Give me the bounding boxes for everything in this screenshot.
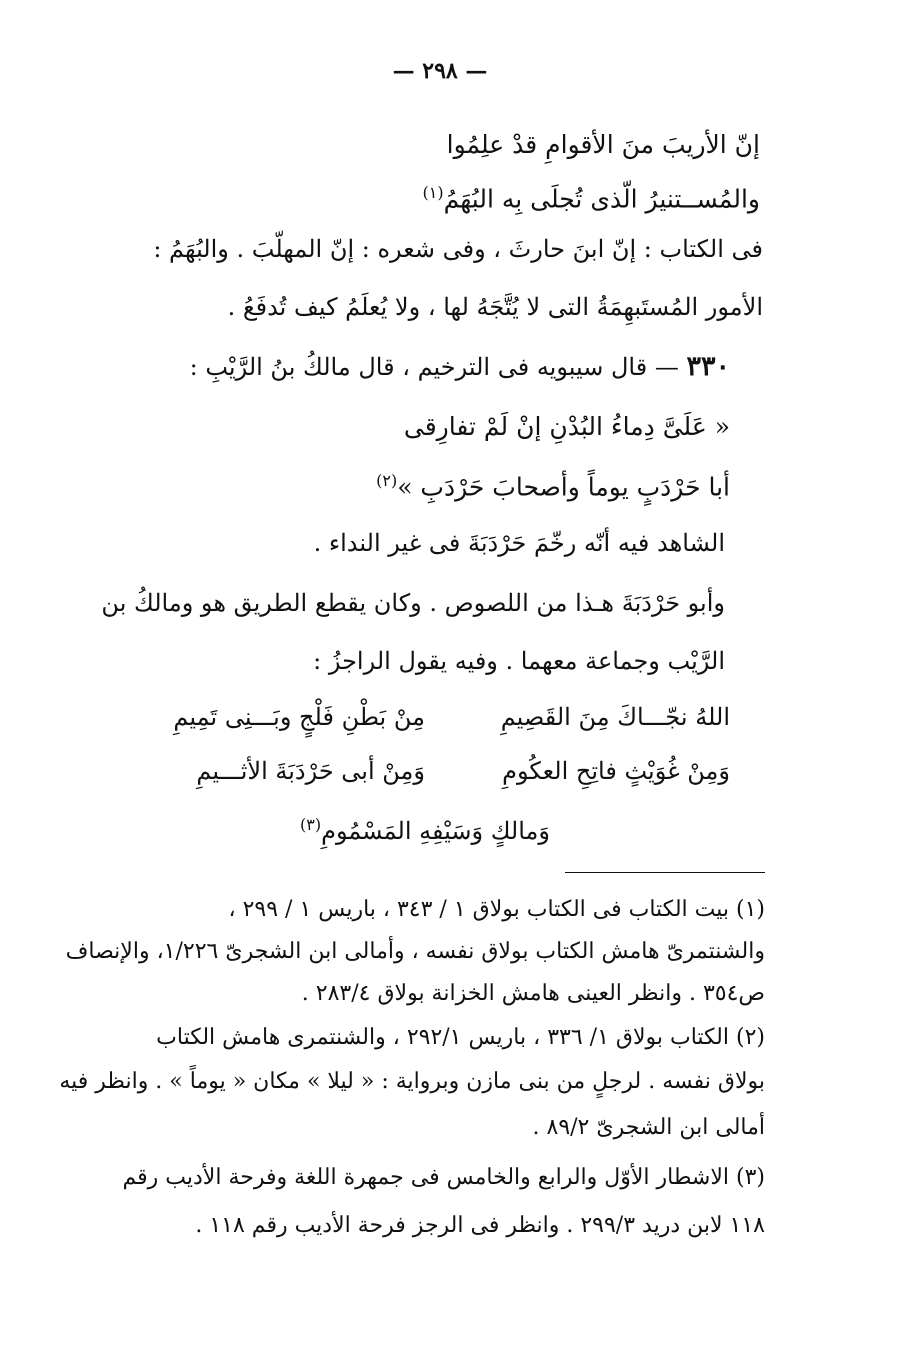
poem1-hemistich-1: إنّ الأريبَ منَ الأقوامِ قدْ علِمُوا	[446, 130, 760, 159]
commentary1-line-2: الأمور المُستَبهِمَةُ التى لا يُتَّجَهُ لها ، ولا يُعلَمُ كيف تُدفَعُ .	[227, 293, 763, 321]
commentary2-line-2: وأبو حَرْدَبَةَ هـذا من اللصوص . وكان يقطع الطريق هو ومالكُ بن	[101, 589, 725, 617]
rajaz-hemistich-5: وَمالكٍ وَسَيْفِهِ المَسْمُومِ	[321, 817, 550, 845]
entry-330-verse-2-wrap	[376, 464, 730, 504]
footnote-ref-1: (١)	[422, 183, 444, 202]
entry-number: ٣٣٠	[686, 351, 730, 382]
footnote-2-line-3: أمالى ابن الشجرىّ ٨٩/٢ .	[532, 1115, 765, 1140]
poem1-hemistich-2-wrap	[423, 176, 760, 216]
entry-330-intro: — قال سيبويه فى الترخيم ، قال مالكُ بنُ الرَّيْبِ :	[189, 353, 679, 381]
entry-330-intro-wrap	[190, 350, 730, 384]
rajaz-hemistich-5-wrap	[300, 808, 550, 848]
commentary2-line-1: الشاهد فيه أنّه رخّمَ حَرْدَبَةَ فى غير النداء .	[313, 529, 725, 557]
footnote-3-line-2: ١١٨ لابن دريد ٢٩٩/٣ . وانظر فى الرجز فرحة الأديب رقم ١١٨ .	[195, 1213, 765, 1238]
rajaz-hemistich-3: وَمِنْ غُوَيْثٍ فاتِحِ العكُومِ	[502, 757, 730, 785]
footnote-3-line-1: (٣) الاشطار الأوّل والرابع والخامس فى جمهرة اللغة وفرحة الأديب رقم	[122, 1165, 765, 1190]
rajaz-hemistich-4: وَمِنْ أبى حَرْدَبَةَ الأثـــيمِ	[196, 757, 425, 785]
footnote-ref-2: (٢)	[376, 471, 398, 490]
footnote-ref-3: (٣)	[300, 815, 322, 834]
footnote-separator	[565, 872, 765, 873]
footnote-1-line-3: ص٣٥٤ . وانظر العينى هامش الخزانة بولاق ٢٨٣/٤ .	[301, 981, 765, 1006]
page-number: — ٢٩٨ —	[392, 58, 488, 84]
rajaz-hemistich-1: اللهُ نجّـــاكَ مِنَ القَصِيمِ	[500, 703, 730, 731]
footnote-2-line-1: (٢) الكتاب بولاق ١/ ٣٣٦ ، باريس ٢٩٢/١ ، والشنتمرى هامش الكتاب	[156, 1025, 765, 1050]
entry-330-verse-1: « عَلَىَّ دِماءُ البُدْنِ إنْ لَمْ تفارِقى	[403, 412, 730, 441]
poem1-hemistich-2: والمُســتنيرُ الّذى تُجلَى بِه البُهَمُ	[443, 184, 760, 214]
commentary1-line-1: فى الكتاب : إنّ ابنَ حارثَ ، وفى شعره : إنّ المهلّبَ . والبُهَمُ :	[153, 235, 763, 263]
rajaz-hemistich-2: مِنْ بَطْنِ فَلْجٍ وبَـــنِى تَمِيمِ	[173, 703, 425, 731]
commentary2-line-3: الرَّيْب وجماعة معهما . وفيه يقول الراجزُ :	[313, 647, 725, 675]
entry-330-verse-2: أبا حَرْدَبٍ يوماً وأصحابَ حَرْدَبِ »	[397, 472, 730, 502]
footnote-2-line-2: بولاق نفسه . لرجلٍ من بنى مازن وبرواية : « ليلا » مكان « يوماً » . وانظر فيه	[59, 1069, 765, 1094]
footnote-1-line-1: (١) بيت الكتاب فى الكتاب بولاق ١ / ٣٤٣ ، باريس ١ / ٢٩٩ ،	[228, 897, 765, 922]
footnote-1-line-2: والشنتمرىّ هامش الكتاب بولاق نفسه ، وأمالى ابن الشجرىّ ١/٢٢٦، والإنصاف	[65, 939, 765, 964]
